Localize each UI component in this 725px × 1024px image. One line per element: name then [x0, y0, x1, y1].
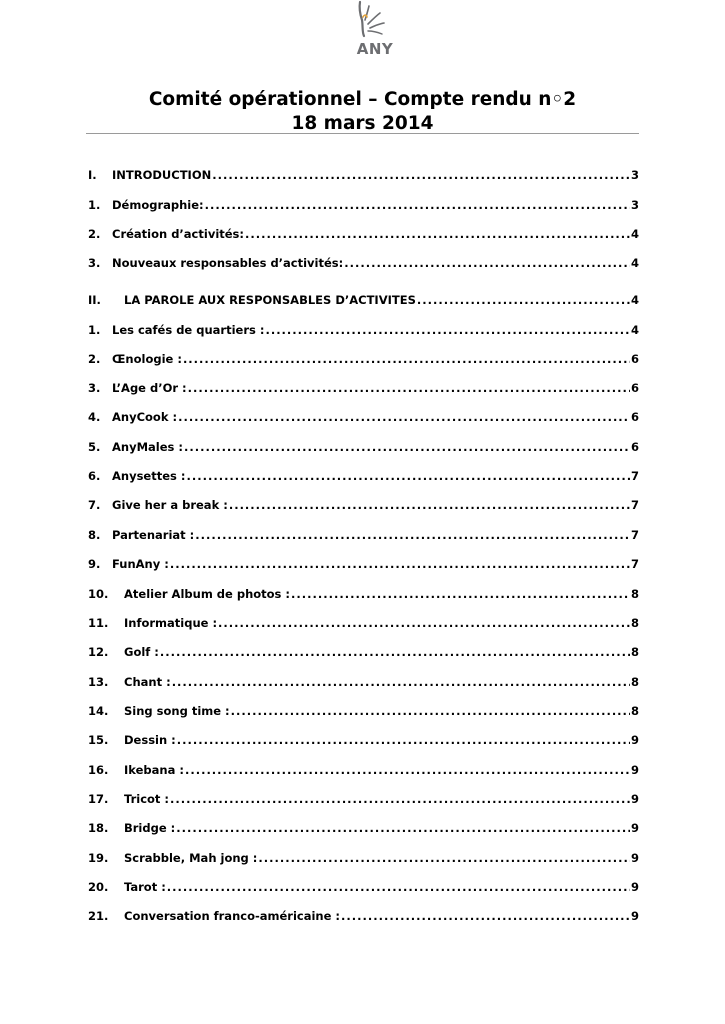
toc-number: 17. — [88, 792, 109, 806]
toc-entry[interactable] — [88, 380, 639, 396]
toc-number: 6. — [88, 469, 101, 483]
toc-entry[interactable] — [88, 351, 639, 367]
toc-page-number: 8 — [630, 616, 639, 630]
toc-leader-dots — [183, 351, 630, 367]
toc-leader-dots — [229, 497, 630, 513]
title-divider — [86, 133, 639, 134]
toc-leader-dots — [178, 409, 630, 425]
toc-number: 1. — [88, 323, 101, 337]
toc-title: Ikebana : — [124, 763, 184, 777]
toc-number: 1. — [88, 198, 101, 212]
toc-leader-dots — [184, 439, 630, 455]
toc-number: 4. — [88, 410, 101, 424]
toc-number: 5. — [88, 440, 101, 454]
toc-page-number: 4 — [630, 227, 639, 241]
toc-leader-dots — [341, 908, 630, 924]
toc-title: Anysettes : — [112, 469, 186, 483]
toc-title: Sing song time : — [124, 704, 230, 718]
toc-page-number: 7 — [630, 498, 639, 512]
toc-entry[interactable] — [88, 850, 639, 866]
toc-entry[interactable] — [88, 732, 639, 748]
toc-page-number: 7 — [630, 528, 639, 542]
toc-entry[interactable] — [88, 439, 639, 455]
toc-page-number: 9 — [630, 821, 639, 835]
toc-page-number: 6 — [630, 352, 639, 366]
toc-leader-dots — [205, 197, 630, 213]
toc-title: Bridge : — [124, 821, 176, 835]
toc-number: I. — [88, 168, 97, 182]
toc-title: AnyMales : — [112, 440, 183, 454]
toc-page-number: 6 — [630, 440, 639, 454]
toc-number: 13. — [88, 675, 109, 689]
toc-number: 10. — [88, 587, 109, 601]
toc-number: 11. — [88, 616, 109, 630]
toc-title: Dessin : — [124, 733, 176, 747]
toc-number: 20. — [88, 880, 109, 894]
toc-page-number: 7 — [630, 469, 639, 483]
toc-page-number: 4 — [630, 293, 639, 307]
title-line-1: Comité opérationnel – Compte rendu n◦2 — [148, 89, 577, 110]
toc-page-number: 9 — [630, 851, 639, 865]
toc-entry[interactable] — [88, 879, 639, 895]
toc-number: 9. — [88, 557, 101, 571]
toc-title: L’Age d’Or : — [112, 381, 187, 395]
toc-page-number: 4 — [630, 256, 639, 270]
toc-number: 16. — [88, 763, 109, 777]
toc-title: FunAny : — [112, 557, 169, 571]
toc-entry[interactable] — [88, 762, 639, 778]
toc-entry[interactable] — [88, 586, 639, 602]
toc-entry[interactable] — [88, 556, 639, 572]
toc-title: Informatique : — [124, 616, 218, 630]
toc-title: Partenariat : — [112, 528, 195, 542]
logo-wordmark: ANY — [356, 40, 394, 58]
toc-entry[interactable] — [88, 791, 639, 807]
toc-title: INTRODUCTION — [112, 168, 212, 182]
toc-number: 3. — [88, 256, 101, 270]
toc-page-number: 9 — [630, 909, 639, 923]
toc-page-number: 9 — [630, 733, 639, 747]
toc-page-number: 6 — [630, 381, 639, 395]
toc-entry[interactable] — [88, 703, 639, 719]
toc-page-number: 9 — [630, 792, 639, 806]
toc-title: Chant : — [124, 675, 171, 689]
toc-leader-dots — [291, 586, 630, 602]
toc-leader-dots — [195, 527, 630, 543]
toc-leader-dots — [344, 255, 630, 271]
toc-leader-dots — [245, 226, 630, 242]
toc-entry[interactable] — [88, 527, 639, 543]
toc-entry[interactable] — [88, 409, 639, 425]
toc-entry[interactable] — [88, 615, 639, 631]
toc-entry[interactable] — [88, 644, 639, 660]
toc-leader-dots — [176, 820, 630, 836]
toc-page-number: 8 — [630, 587, 639, 601]
toc-leader-dots — [185, 762, 630, 778]
toc-leader-dots — [188, 380, 630, 396]
toc-entry[interactable] — [88, 468, 639, 484]
toc-title: Golf : — [124, 645, 159, 659]
toc-entry[interactable] — [88, 497, 639, 513]
toc-title: AnyCook : — [112, 410, 178, 424]
toc-leader-dots — [160, 644, 630, 660]
toc-leader-dots — [172, 674, 630, 690]
toc-number: 21. — [88, 909, 109, 923]
toc-leader-dots — [258, 850, 630, 866]
toc-number: 7. — [88, 498, 101, 512]
toc-entry[interactable] — [88, 908, 639, 924]
toc-number: 8. — [88, 528, 101, 542]
toc-entry[interactable] — [88, 820, 639, 836]
toc-title: Atelier Album de photos : — [124, 587, 291, 601]
toc-page-number: 8 — [630, 675, 639, 689]
toc-leader-dots — [177, 732, 630, 748]
toc-leader-dots — [265, 322, 630, 338]
toc-page-number: 6 — [630, 410, 639, 424]
toc-number: 18. — [88, 821, 109, 835]
toc-number: 12. — [88, 645, 109, 659]
toc-leader-dots — [417, 292, 630, 308]
toc-entry[interactable] — [88, 197, 639, 213]
toc-title: Œnologie : — [112, 352, 182, 366]
toc-title: Give her a break : — [112, 498, 228, 512]
toc-number: 2. — [88, 352, 101, 366]
toc-leader-dots — [231, 703, 630, 719]
toc-number: 3. — [88, 381, 101, 395]
toc-title: Nouveaux responsables d’activités: — [112, 256, 344, 270]
toc-title: Tricot : — [124, 792, 170, 806]
page-title — [86, 88, 639, 136]
toc-page-number: 3 — [630, 168, 639, 182]
toc-leader-dots — [218, 615, 630, 631]
toc-entry[interactable] — [88, 167, 639, 183]
toc-page-number: 8 — [630, 704, 639, 718]
toc-page-number: 4 — [630, 323, 639, 337]
toc-title: Tarot : — [124, 880, 166, 894]
toc-number: 15. — [88, 733, 109, 747]
toc-entry[interactable] — [88, 292, 639, 308]
toc-page-number: 7 — [630, 557, 639, 571]
toc-entry[interactable] — [88, 674, 639, 690]
toc-page-number: 9 — [630, 763, 639, 777]
toc-leader-dots — [170, 556, 630, 572]
toc-title: Scrabble, Mah jong : — [124, 851, 258, 865]
toc-number: 19. — [88, 851, 109, 865]
toc-title: LA PAROLE AUX RESPONSABLES D’ACTIVITES — [124, 293, 416, 307]
toc-title: Les cafés de quartiers : — [112, 323, 265, 337]
toc-leader-dots — [212, 167, 630, 183]
toc-page-number: 9 — [630, 880, 639, 894]
toc-leader-dots — [170, 791, 630, 807]
toc-number: 14. — [88, 704, 109, 718]
toc-entry[interactable] — [88, 322, 639, 338]
toc-leader-dots — [167, 879, 630, 895]
toc-number: 2. — [88, 227, 101, 241]
toc-page-number: 3 — [630, 198, 639, 212]
toc-page-number: 8 — [630, 645, 639, 659]
toc-title: Création d’activités: — [112, 227, 244, 241]
toc-title: Conversation franco-américaine : — [124, 909, 341, 923]
toc-entry[interactable] — [88, 255, 639, 271]
title-line-2: 18 mars 2014 — [291, 113, 434, 134]
toc-number: II. — [88, 293, 101, 307]
toc-entry[interactable] — [88, 226, 639, 242]
toc-leader-dots — [186, 468, 630, 484]
toc-title: Démographie: — [112, 198, 204, 212]
